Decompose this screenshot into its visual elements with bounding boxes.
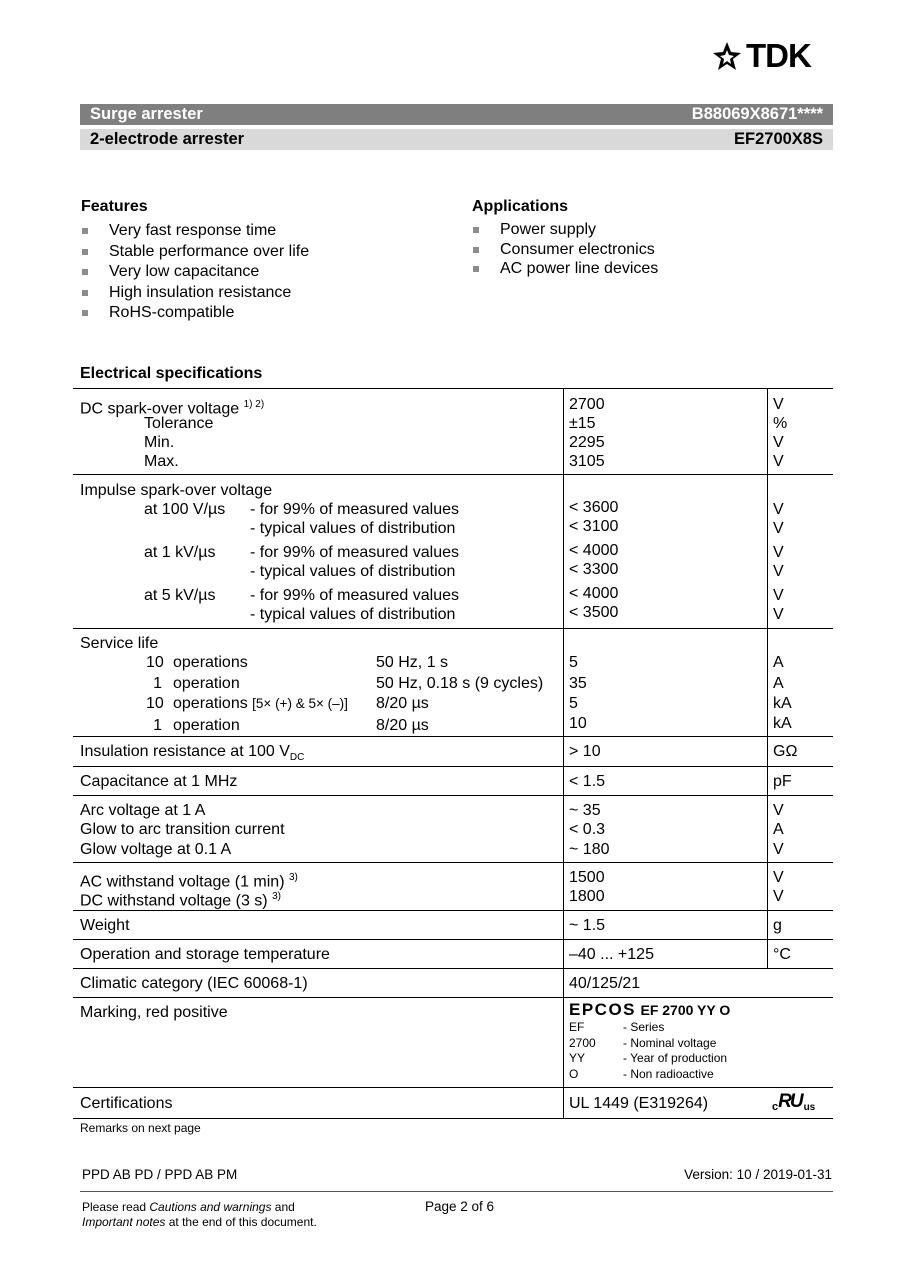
table-rule [73,968,833,969]
impulse-value: < 4000 [569,585,619,602]
impulse-rate: at 5 kV/µs [144,587,216,604]
page-number: Page 2 of 6 [425,1199,495,1214]
temperature-label: Operation and storage temperature [80,946,330,963]
logo-text: TDK [746,37,811,74]
table-rule [73,997,833,998]
marking-code: EF 2700 YY O [640,1002,731,1018]
insulation-label [80,742,304,767]
arc-label: Glow to arc transition current [80,821,285,838]
arc-value: < 0.3 [569,821,606,838]
tolerance-label: Tolerance [144,415,214,432]
insulation-unit: GΩ [773,743,798,760]
service-count: 1 [153,675,162,692]
footer-rule [80,1191,833,1192]
temperature-value: –40 ... +125 [569,946,654,963]
footnote-ref: 3) [272,891,281,902]
marking-desc: - Non radioactive [623,1067,714,1081]
specs-heading: Electrical specifications [80,365,263,382]
impulse-value: < 3600 [569,499,619,516]
table-rule [73,862,833,863]
arc-unit: A [773,821,784,838]
impulse-value: < 3500 [569,604,619,621]
footer-version: Version: 10 / 2019-01-31 [684,1167,832,1182]
footer-note [82,1200,317,1230]
impulse-label: Impulse spark-over voltage [80,482,273,499]
weight-unit: g [773,917,782,934]
arc-label: Arc voltage at 1 A [80,802,206,819]
subtitle-bar [80,129,833,150]
note-text: at the end of this document. [165,1215,317,1229]
note-text: and [271,1200,295,1214]
withstand-label [80,887,281,910]
impulse-value: < 3300 [569,561,619,578]
impulse-desc: - typical values of distribution [250,563,456,580]
footnote-ref: 3) [288,872,298,883]
impulse-rate: at 1 kV/µs [144,544,216,561]
feature-item: Stable performance over life [81,242,309,263]
table-rule [73,1087,833,1088]
tolerance-value: ±15 [569,415,596,432]
impulse-value: < 4000 [569,542,619,559]
arc-unit: V [773,802,784,819]
service-cond: 8/20 µs [376,695,429,712]
marking-key: O [569,1067,579,1081]
impulse-unit: V [773,544,784,561]
tdk-logo [712,38,811,74]
service-count: 10 [146,654,164,671]
title-bar [80,104,833,125]
marking-key: 2700 [569,1036,596,1050]
arc-label: Glow voltage at 0.1 A [80,841,232,858]
service-op: operation [173,675,240,692]
max-unit: V [773,453,784,470]
marking-key: YY [569,1051,586,1065]
ur-mark-us: us [803,1102,816,1113]
service-cond: 50 Hz, 0.18 s (9 cycles) [376,675,544,692]
service-op-detail [173,694,348,713]
service-count: 1 [153,717,162,734]
capacitance-unit: pF [773,773,792,790]
capacitance-label: Capacitance at 1 MHz [80,773,238,790]
service-count: 10 [146,695,164,712]
impulse-unit: V [773,563,784,580]
service-op-polarity: [5× (+) & 5× (–)] [252,696,348,711]
certifications-label: Certifications [80,1095,173,1112]
subtitle: 2-electrode arrester [90,130,245,148]
withstand-unit: V [773,869,784,886]
service-unit: A [773,654,784,671]
temperature-unit: °C [773,946,791,963]
table-rule [73,795,833,796]
feature-item: Very fast response time [81,221,309,242]
ur-mark-ru: RU [778,1091,802,1112]
epcos-brand: EPCOS [569,1000,637,1019]
service-cond: 8/20 µs [376,717,429,734]
service-unit: A [773,675,784,692]
marking-label: Marking, red positive [80,1004,228,1021]
table-rule [73,736,833,737]
footnote-ref: 1) 2) [243,399,265,410]
table-rule [73,474,833,475]
insulation-text: Insulation resistance at 100 V [80,743,290,760]
order-code: B88069X8671**** [691,105,823,123]
dc-label-text: DC spark-over voltage [80,400,240,418]
min-unit: V [773,434,784,451]
product-name: EF2700X8S [734,130,823,148]
insulation-subscript: DC [289,752,305,764]
applications-list [472,220,658,279]
table-column-rule [563,388,564,1118]
withstand-text: DC withstand voltage (3 s) [80,892,268,910]
footer-department: PPD AB PD / PPD AB PM [82,1167,238,1182]
tdk-emblem-icon [712,41,742,71]
withstand-text: AC withstand voltage (1 min) [80,873,285,891]
impulse-unit: V [773,501,784,518]
service-cond: 50 Hz, 1 s [376,654,449,671]
withstand-value: 1800 [569,888,605,905]
service-op: operations [173,695,248,712]
service-life-label: Service life [80,635,159,652]
features-heading: Features [81,198,148,215]
weight-value: ~ 1.5 [569,917,606,934]
table-rule [73,1118,833,1119]
min-label: Min. [144,434,175,451]
applications-heading: Applications [472,198,569,215]
remarks-note: Remarks on next page [80,1121,201,1135]
marking-desc: - Year of production [623,1051,728,1065]
impulse-desc: - for 99% of measured values [250,587,459,604]
ur-mark-c: c [772,1101,779,1113]
service-unit: kA [773,695,792,712]
insulation-value: > 10 [569,743,601,760]
max-value: 3105 [569,453,605,470]
service-value: 5 [569,654,578,671]
arc-unit: V [773,841,784,858]
impulse-unit: V [773,606,784,623]
service-op: operations [173,654,248,671]
impulse-desc: - typical values of distribution [250,606,456,623]
application-item: AC power line devices [472,259,658,279]
service-op: operation [173,717,240,734]
table-rule [73,628,833,629]
capacitance-value: < 1.5 [569,773,606,790]
impulse-desc: - for 99% of measured values [250,501,459,518]
service-value: 5 [569,695,578,712]
max-label: Max. [144,453,179,470]
ur-recognized-mark-icon [772,1091,815,1113]
dc-unit: V [773,396,784,413]
certifications-value: UL 1449 (E319264) [569,1095,709,1112]
application-item: Power supply [472,220,658,240]
note-cautions-link: Cautions and warnings [149,1200,272,1214]
climatic-label: Climatic category (IEC 60068-1) [80,975,308,992]
table-column-rule [767,388,768,968]
arc-value: ~ 180 [569,841,610,858]
tolerance-unit: % [773,415,788,432]
arc-value: ~ 35 [569,802,601,819]
impulse-desc: - for 99% of measured values [250,544,459,561]
weight-label: Weight [80,917,130,934]
withstand-unit: V [773,888,784,905]
feature-item: Very low capacitance [81,262,309,283]
marking-desc: - Series [623,1020,665,1034]
impulse-value: < 3100 [569,518,619,535]
table-rule [73,939,833,940]
product-type: Surge arrester [90,105,203,123]
note-important-link: Important notes [82,1215,166,1229]
impulse-unit: V [773,520,784,537]
application-item: Consumer electronics [472,240,658,260]
impulse-rate: at 100 V/µs [144,501,226,518]
marking-code-line [569,1000,730,1020]
impulse-desc: - typical values of distribution [250,520,456,537]
climatic-value: 40/125/21 [569,975,641,992]
features-list [81,221,309,324]
note-text: Please read [82,1200,150,1214]
feature-item: High insulation resistance [81,283,309,304]
service-value: 10 [569,715,587,732]
min-value: 2295 [569,434,605,451]
marking-key: EF [569,1020,585,1034]
marking-desc: - Nominal voltage [623,1036,717,1050]
service-unit: kA [773,715,792,732]
table-rule [73,388,833,389]
service-value: 35 [569,675,587,692]
feature-item: RoHS-compatible [81,303,309,324]
dc-value: 2700 [569,396,605,413]
impulse-unit: V [773,587,784,604]
withstand-value: 1500 [569,869,605,886]
